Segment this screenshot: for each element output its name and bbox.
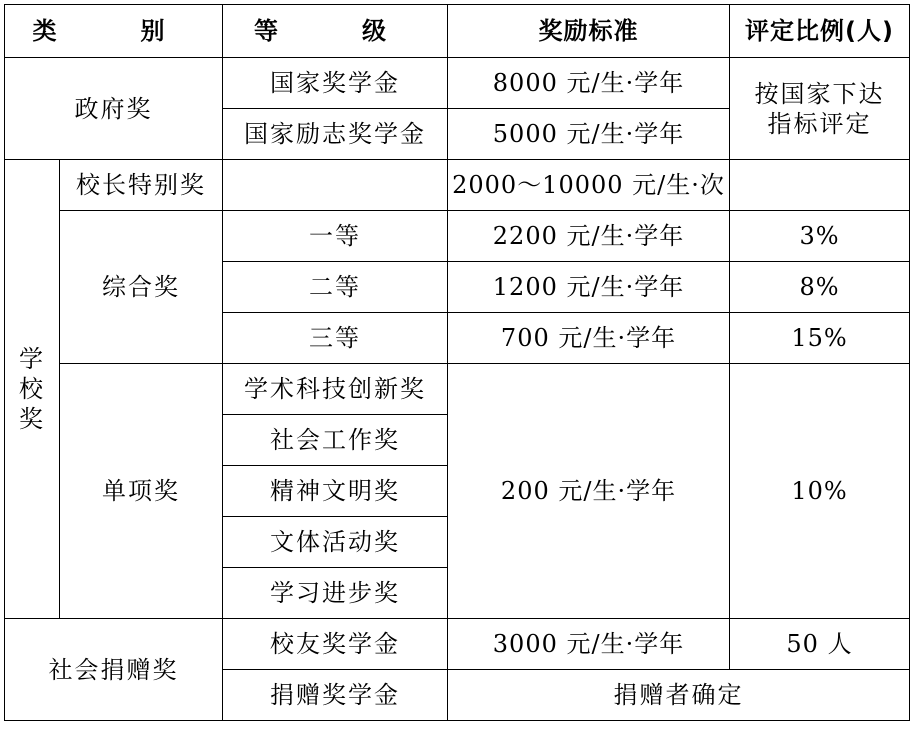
- president-award-ratio: [730, 160, 910, 211]
- header-category: 类 别: [5, 5, 223, 58]
- comprehensive-ratio: 8%: [730, 262, 910, 313]
- comprehensive-standard: 1200 元/生·学年: [448, 262, 730, 313]
- single-award-ratio: 10%: [730, 364, 910, 619]
- header-standard: 奖励标准: [448, 5, 730, 58]
- president-award-standard: 2000～10000 元/生·次: [448, 160, 730, 211]
- school-category: 学校奖: [5, 160, 60, 619]
- comprehensive-ratio: 15%: [730, 313, 910, 364]
- table-row: [5, 619, 910, 670]
- single-award-standard: 200 元/生·学年: [448, 364, 730, 619]
- single-award-level: 社会工作奖: [223, 415, 448, 466]
- table-row: [5, 160, 910, 211]
- government-standard: 5000 元/生·学年: [448, 109, 730, 160]
- alumni-scholarship-level: 校友奖学金: [223, 619, 448, 670]
- scholarship-table: [4, 4, 910, 721]
- president-award-name: 校长特别奖: [60, 160, 223, 211]
- table-header-row: [5, 5, 910, 58]
- comprehensive-award-name: 综合奖: [60, 211, 223, 364]
- table-row: [5, 364, 910, 415]
- header-ratio: 评定比例(人): [730, 5, 910, 58]
- header-level: 等 级: [223, 5, 448, 58]
- government-level: 国家励志奖学金: [223, 109, 448, 160]
- social-category: 社会捐赠奖: [5, 619, 223, 721]
- comprehensive-level: 三等: [223, 313, 448, 364]
- single-award-level: 学习进步奖: [223, 568, 448, 619]
- alumni-scholarship-standard: 3000 元/生·学年: [448, 619, 730, 670]
- single-award-level: 文体活动奖: [223, 517, 448, 568]
- comprehensive-standard: 2200 元/生·学年: [448, 211, 730, 262]
- single-award-level: 精神文明奖: [223, 466, 448, 517]
- government-level: 国家奖学金: [223, 58, 448, 109]
- table-row: [5, 58, 910, 109]
- government-standard: 8000 元/生·学年: [448, 58, 730, 109]
- government-ratio: 按国家下达指标评定: [730, 58, 910, 160]
- table-row: [5, 211, 910, 262]
- comprehensive-level: 一等: [223, 211, 448, 262]
- alumni-scholarship-ratio: 50 人: [730, 619, 910, 670]
- comprehensive-standard: 700 元/生·学年: [448, 313, 730, 364]
- single-award-name: 单项奖: [60, 364, 223, 619]
- donation-scholarship-level: 捐赠奖学金: [223, 670, 448, 721]
- single-award-level: 学术科技创新奖: [223, 364, 448, 415]
- comprehensive-ratio: 3%: [730, 211, 910, 262]
- president-award-level: [223, 160, 448, 211]
- donation-scholarship-standard: 捐赠者确定: [448, 670, 910, 721]
- comprehensive-level: 二等: [223, 262, 448, 313]
- government-category: 政府奖: [5, 58, 223, 160]
